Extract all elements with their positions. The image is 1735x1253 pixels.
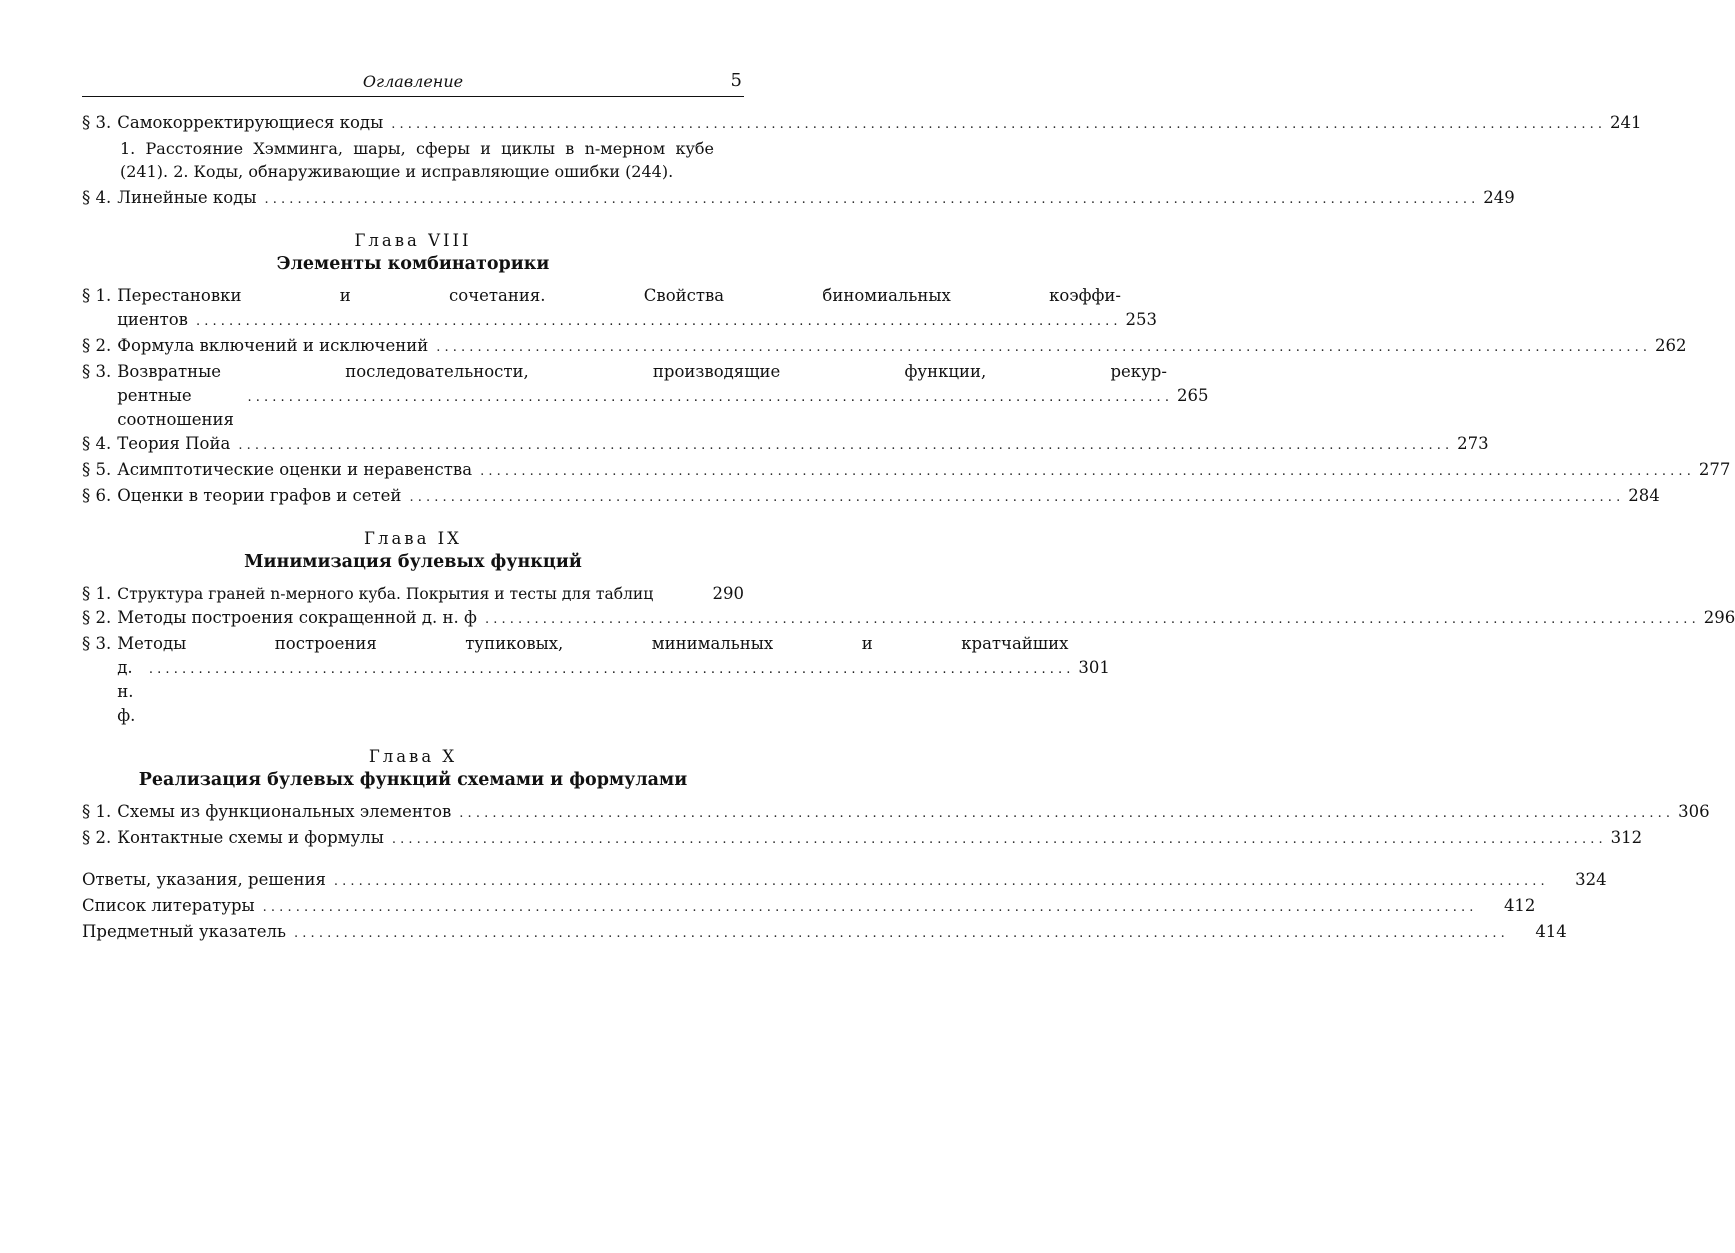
- section-mark: § 1.: [82, 286, 112, 305]
- toc-entry-ch8-s2[interactable]: [82, 334, 1687, 360]
- dot-leader: [459, 802, 1670, 826]
- dot-leader: [391, 113, 1602, 137]
- entry-title-line2: д. н. ф.: [117, 658, 136, 725]
- section-mark: § 4.: [82, 188, 112, 207]
- section-mark: § 4.: [82, 434, 112, 453]
- section-mark: § 2.: [82, 828, 112, 847]
- entry-title-line1: Возвратные последовательности, производящие функции, рекур-: [117, 362, 1167, 381]
- section-mark: § 3.: [82, 634, 112, 653]
- entry-title: Формула включений и исключений: [117, 336, 429, 355]
- chapter-9-title: Минимизация булевых функций: [244, 552, 582, 572]
- entry-page: 312: [1610, 828, 1643, 847]
- entry-title: Предметный указатель: [82, 922, 287, 941]
- dot-leader: [409, 486, 1620, 510]
- entry-page: 414: [1535, 922, 1567, 941]
- entry-page: 265: [1176, 386, 1209, 405]
- entry-title: Ответы, указания, решения: [82, 870, 326, 889]
- dot-leader: [392, 828, 1603, 852]
- entry-title: Теория Пойа: [117, 434, 231, 453]
- entry-title-line1: Методы построения тупиковых, минимальных и кратчайших: [117, 634, 1069, 653]
- entry-title: Линейные коды: [117, 188, 257, 207]
- entry-page: 277: [1698, 460, 1731, 479]
- chapter-10-label: Глава X: [368, 747, 458, 766]
- entry-page: 296: [1703, 608, 1735, 627]
- entry-title: Схемы из функциональных элементов: [117, 802, 452, 821]
- toc-entry-index[interactable]: [82, 920, 1567, 946]
- dot-leader: [485, 608, 1696, 632]
- entry-page: 241: [1610, 113, 1642, 132]
- dot-leader: [334, 870, 1545, 894]
- dot-leader: [480, 460, 1691, 484]
- toc-page: [82, 70, 1735, 946]
- dot-leader: [263, 896, 1474, 920]
- chapter-8-title: Элементы комбинаторики: [276, 254, 550, 274]
- chapter-10-title: Реализация булевых функций схемами и формулами: [138, 770, 688, 790]
- dot-leader: [238, 434, 1449, 458]
- section-mark: § 2.: [82, 336, 112, 355]
- section-mark: § 2.: [82, 608, 112, 627]
- running-head: [82, 70, 744, 97]
- section-mark: § 1.: [82, 584, 112, 603]
- dot-leader: [196, 310, 1118, 334]
- section-mark: § 3.: [82, 113, 112, 132]
- page-number: 5: [730, 70, 742, 91]
- dot-leader: [264, 188, 1475, 212]
- entry-page: 273: [1457, 434, 1489, 453]
- entry-title: Оценки в теории графов и сетей: [117, 486, 402, 505]
- toc-entry-ch9-s3[interactable]: [82, 632, 1110, 728]
- toc-entry-ch8-s4[interactable]: [82, 432, 1489, 458]
- toc-entry-ch7-s3[interactable]: [82, 111, 1642, 137]
- entry-title: Асимптотические оценки и неравенства: [117, 460, 473, 479]
- section-mark: § 1.: [82, 802, 112, 821]
- toc-entry-bibliography[interactable]: [82, 894, 1536, 920]
- section-mark: § 3.: [82, 362, 112, 381]
- toc-entry-ch10-s2[interactable]: [82, 826, 1643, 852]
- chapter-9-label: Глава IX: [364, 529, 462, 548]
- entry-page: 306: [1678, 802, 1710, 821]
- toc-entry-ch9-s2[interactable]: [82, 606, 1735, 632]
- toc-entry-ch8-s1[interactable]: [82, 284, 1157, 334]
- entry-page: 324: [1575, 870, 1607, 889]
- dot-leader: [247, 386, 1169, 410]
- toc-entry-ch7-s4[interactable]: [82, 186, 1515, 212]
- entry-title: Самокорректирующиеся коды: [117, 113, 384, 132]
- section-mark: § 6.: [82, 486, 112, 505]
- entry-title: Контактные схемы и формулы: [117, 828, 384, 847]
- toc-entry-answers[interactable]: [82, 868, 1607, 894]
- dot-leader: [149, 658, 1071, 682]
- entry-page: 301: [1078, 658, 1110, 677]
- toc-entry-ch8-s6[interactable]: [82, 484, 1660, 510]
- running-head-title: Оглавление: [362, 72, 464, 91]
- entry-title-line2: циентов: [117, 310, 188, 329]
- entry-title: Список литературы: [82, 896, 255, 915]
- toc-entry-ch9-s1[interactable]: [82, 582, 744, 606]
- section-mark: § 5.: [82, 460, 112, 479]
- entry-title: Методы построения сокращенной д. н. ф: [117, 608, 477, 627]
- entry-page: 249: [1483, 188, 1515, 207]
- backmatter: [82, 868, 1607, 946]
- subsection-list: 1. Расстояние Хэмминга, шары, сферы и циклы в n-мерном кубе (241). 2. Коды, обнаруживающие и исправляющие ошибки (244).: [120, 139, 714, 181]
- entry-title-line1: Перестановки и сочетания. Свойства биномиальных коэффи-: [117, 286, 1121, 305]
- entry-page: 290: [712, 584, 744, 603]
- entry-title: Структура граней n-мерного куба. Покрытия и тесты для таблиц: [117, 585, 654, 603]
- toc-entry-ch8-s3[interactable]: [82, 360, 1209, 432]
- dot-leader: [436, 336, 1647, 360]
- entry-page: 284: [1628, 486, 1660, 505]
- toc-entry-ch8-s5[interactable]: [82, 458, 1731, 484]
- entry-title-line2: рентные соотношения: [117, 386, 234, 429]
- chapter-8-label: Глава VIII: [354, 231, 472, 250]
- entry-page: 262: [1655, 336, 1687, 355]
- entry-page: 253: [1125, 310, 1157, 329]
- toc-entry-ch10-s1[interactable]: [82, 800, 1710, 826]
- entry-page: 412: [1503, 896, 1536, 915]
- dot-leader: [294, 922, 1505, 946]
